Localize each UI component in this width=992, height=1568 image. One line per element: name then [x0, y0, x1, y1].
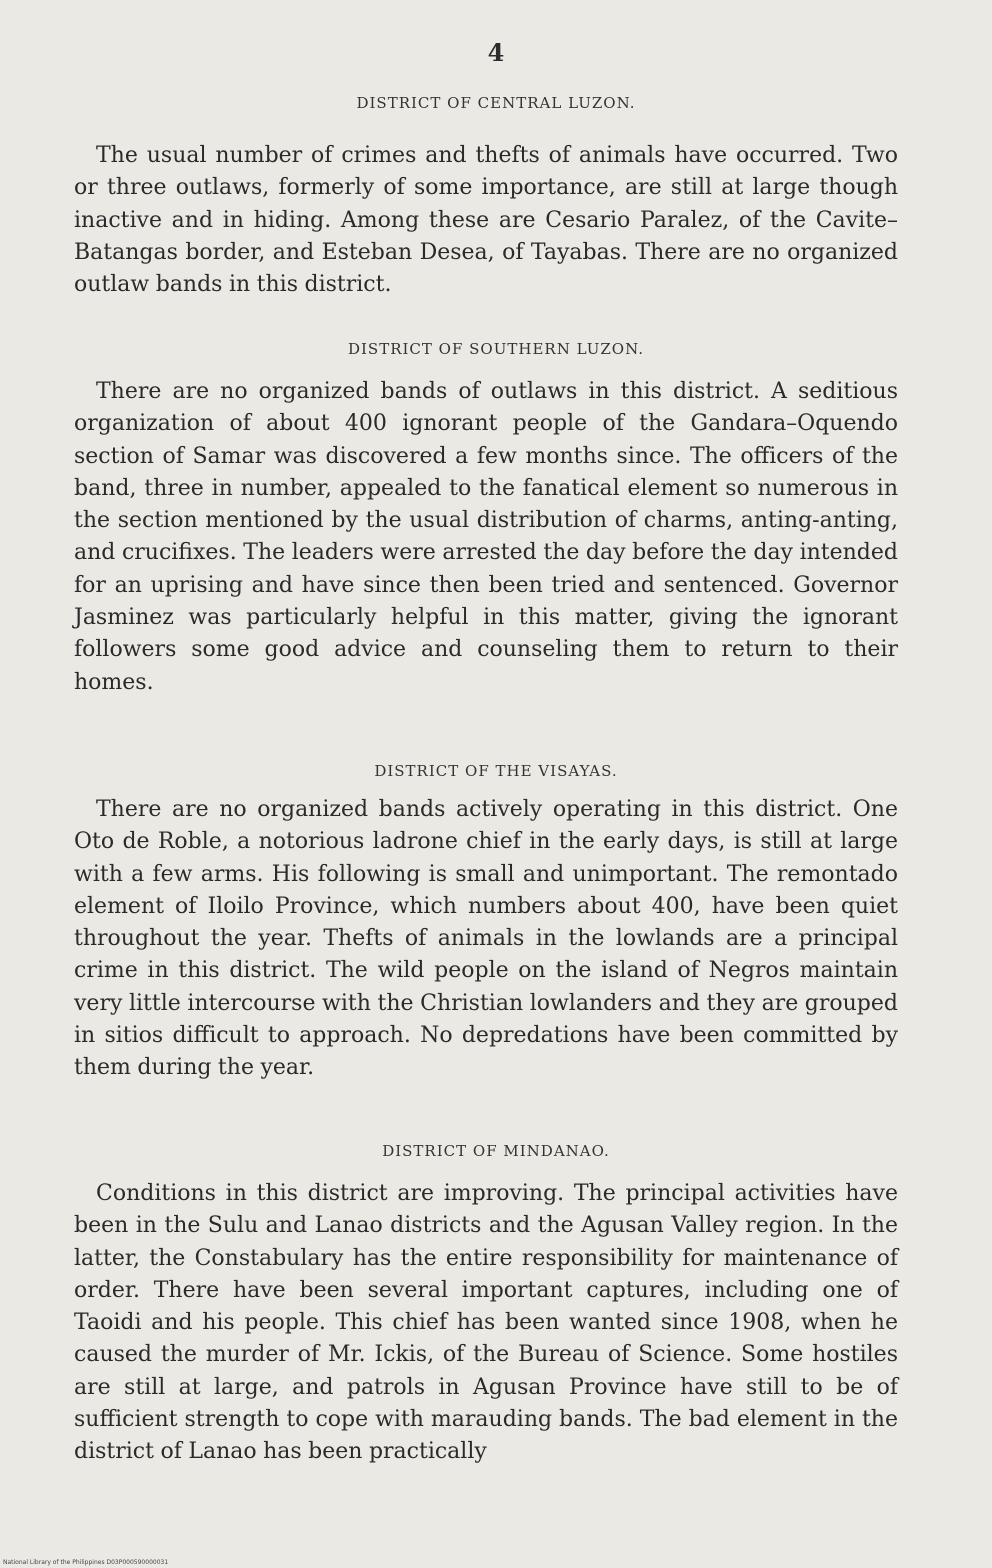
archive-footer: National Library of the Philippines D03P000590000031 — [3, 1559, 169, 1566]
section-text-southern-luzon: There are no organized bands of outlaws in this district. A seditious organization of about 400 ignorant people of the Gandara–Oquendo section of Samar was discovered a few months since. The officers of the band, three in number, appealed to the fanatical element so numerous in the section mentioned by the usual distribution of charms, anting-anting, and crucifixes. The leaders were arrested the day before the day intended for an uprising and have since then been tried and sentenced. Governor Jasminez was particularly helpful in this matter, giving the ignorant followers some good advice and counseling them to return to their homes. — [74, 379, 898, 695]
page-number: 4 — [487, 38, 505, 67]
section-heading-southern-luzon: DISTRICT OF SOUTHERN LUZON. — [347, 340, 645, 358]
section-text-central-luzon: The usual number of crimes and thefts of animals have occurred. Two or three outlaws, formerly of some importance, are still at large though inactive and in hiding. Among these are Cesario Paralez, of the Cavite–Batangas border, and Esteban Desea, of Tayabas. There are no organized outlaw bands in this district. — [74, 143, 898, 298]
section-heading-visayas: DISTRICT OF THE VISAYAS. — [374, 762, 618, 780]
section-text-mindanao: Conditions in this district are improving. The principal activities have been in the Sulu and Lanao districts and the Agusan Valley region. In the latter, the Constabulary has the entire responsibility for maintenance of order. There have been several important captures, including one of Taoidi and his people. This chief has been wanted since 1908, when he caused the murder of Mr. Ickis, of the Bureau of Science. Some hostiles are still at large, and patrols in Agusan Province have still to be of sufficient strength to cope with marauding bands. The bad element in the district of Lanao has been practically — [74, 1181, 898, 1465]
section-text-visayas: There are no organized bands actively operating in this district. One Oto de Roble, a notorious ladrone chief in the early days, is still at large with a few arms. His following is small and unimportant. The remontado element of Iloilo Province, which numbers about 400, have been quiet throughout the year. Thefts of animals in the lowlands are a principal crime in this district. The wild people on the island of Negros maintain very little intercourse with the Christian lowlanders and they are grouped in sitios difficult to approach. No depredations have been committed by them during the year. — [74, 797, 898, 1081]
section-heading-mindanao: DISTRICT OF MINDANAO. — [382, 1142, 610, 1160]
section-heading-central-luzon: DISTRICT OF CENTRAL LUZON. — [356, 94, 636, 112]
